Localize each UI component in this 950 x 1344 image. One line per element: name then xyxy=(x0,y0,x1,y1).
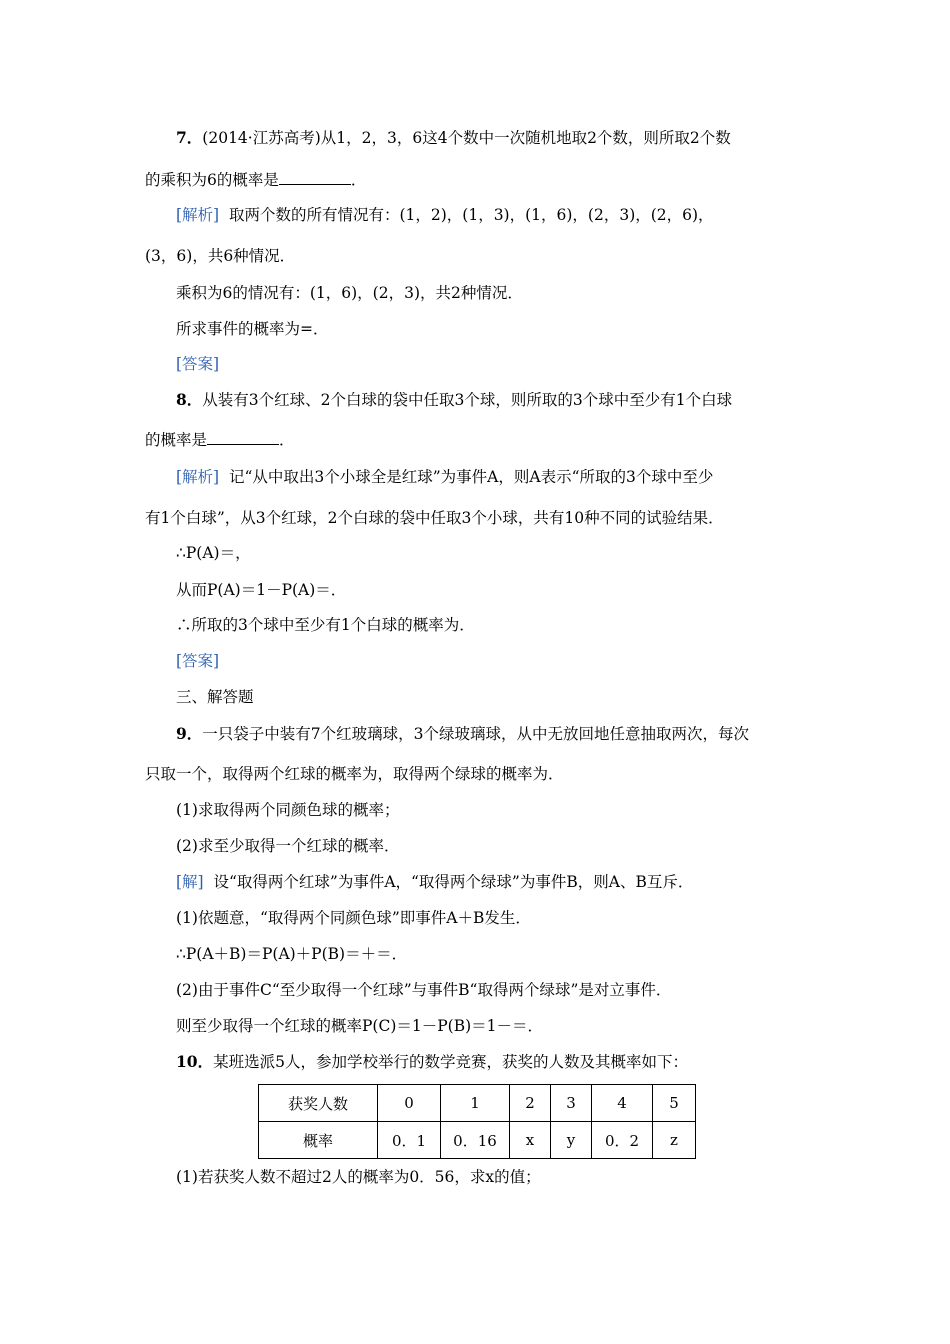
q7-line2: 的乘积为6的概率是 ． xyxy=(145,171,367,189)
q8-line1: 8．从装有3个红球、2个白球的袋中任取3个球，则所取的3个球中至少有1个白球 xyxy=(176,390,733,409)
q9-sol1: [解] 设“取得两个红球”为事件A，“取得两个绿球”为事件B，则A、B互斥． xyxy=(176,873,694,891)
answer-tag: [答案] xyxy=(176,355,220,373)
answer-tag: [答案] xyxy=(176,652,220,670)
q9-sol3: ∴P(A＋B)＝P(A)＋P(B)＝＋＝． xyxy=(176,945,408,963)
analysis-tag: [解析] xyxy=(176,468,220,486)
table-cell: 4 xyxy=(592,1085,653,1122)
table-cell: 0．1 xyxy=(378,1122,441,1159)
table-cell: y xyxy=(551,1122,592,1159)
table-cell: 1 xyxy=(441,1085,510,1122)
table-cell: 0 xyxy=(378,1085,441,1122)
q9-sol2: (1)依题意，“取得两个同颜色球”即事件A＋B发生． xyxy=(176,909,531,927)
table-cell: 2 xyxy=(510,1085,551,1122)
table-cell: x xyxy=(510,1122,551,1159)
q7-analysis2: (3，6)，共6种情况． xyxy=(145,247,296,265)
q8-line2: 的概率是 ． xyxy=(145,431,295,449)
q8-analysis1: [解析] 记“从中取出3个小球全是红球”为事件A，则A表示“所取的3个球中至少 xyxy=(176,468,714,486)
q7-analysis3: 乘积为6的情况有：(1，6)，(2，3)，共2种情况． xyxy=(176,284,523,302)
q9-sol4: (2)由于事件C“至少取得一个红球”与事件B“取得两个绿球”是对立事件． xyxy=(176,981,672,999)
table-row xyxy=(259,1122,696,1159)
q7-line1: 7．(2014·江苏高考)从1，2，3，6这4个数中一次随机地取2个数，则所取2个数 xyxy=(176,128,731,147)
analysis-tag: [解析] xyxy=(176,206,220,224)
table-cell: z xyxy=(653,1122,696,1159)
section-heading: 三、解答题 xyxy=(176,688,254,706)
q8-analysis2: 有1个白球”，从3个红球，2个白球的袋中任取3个小球，共有10种不同的试验结果． xyxy=(145,509,724,527)
probability-table xyxy=(258,1084,696,1159)
table-cell: 5 xyxy=(653,1085,696,1122)
q9-sub1: (1)求取得两个同颜色球的概率； xyxy=(176,801,400,819)
solution-tag: [解] xyxy=(176,873,204,891)
table-cell: 0．2 xyxy=(592,1122,653,1159)
q10-line1: 10．某班选派5人，参加学校举行的数学竞赛，获奖的人数及其概率如下： xyxy=(176,1052,688,1071)
answer-blank xyxy=(207,430,279,445)
q7-analysis4: 所求事件的概率为=． xyxy=(176,320,329,338)
q7-analysis1: [解析] 取两个数的所有情况有：(1，2)，(1，3)，(1，6)，(2，3)，(2，6)， xyxy=(176,206,714,224)
table-cell: 概率 xyxy=(259,1122,378,1159)
table-cell: 获奖人数 xyxy=(259,1085,378,1122)
q8-analysis4: 从而P(A)＝1－P(A)＝． xyxy=(176,581,347,599)
q9-sol5: 则至少取得一个红球的概率P(C)＝1－P(B)＝1－＝． xyxy=(176,1017,544,1035)
answer-blank xyxy=(279,170,351,185)
q10-sub1: (1)若获奖人数不超过2人的概率为0．56，求x的值； xyxy=(176,1168,541,1186)
q8-analysis3: ∴P(A)＝， xyxy=(176,544,251,562)
q9-sub2: (2)求至少取得一个红球的概率． xyxy=(176,837,400,855)
table-cell: 0．16 xyxy=(441,1122,510,1159)
q8-analysis5: ∴所取的3个球中至少有1个白球的概率为． xyxy=(176,616,475,634)
q9-line2: 只取一个，取得两个红球的概率为，取得两个绿球的概率为． xyxy=(145,765,564,783)
table-row xyxy=(259,1085,696,1122)
table-cell: 3 xyxy=(551,1085,592,1122)
q9-line1: 9．一只袋子中装有7个红玻璃球，3个绿玻璃球，从中无放回地任意抽取两次，每次 xyxy=(176,724,750,743)
